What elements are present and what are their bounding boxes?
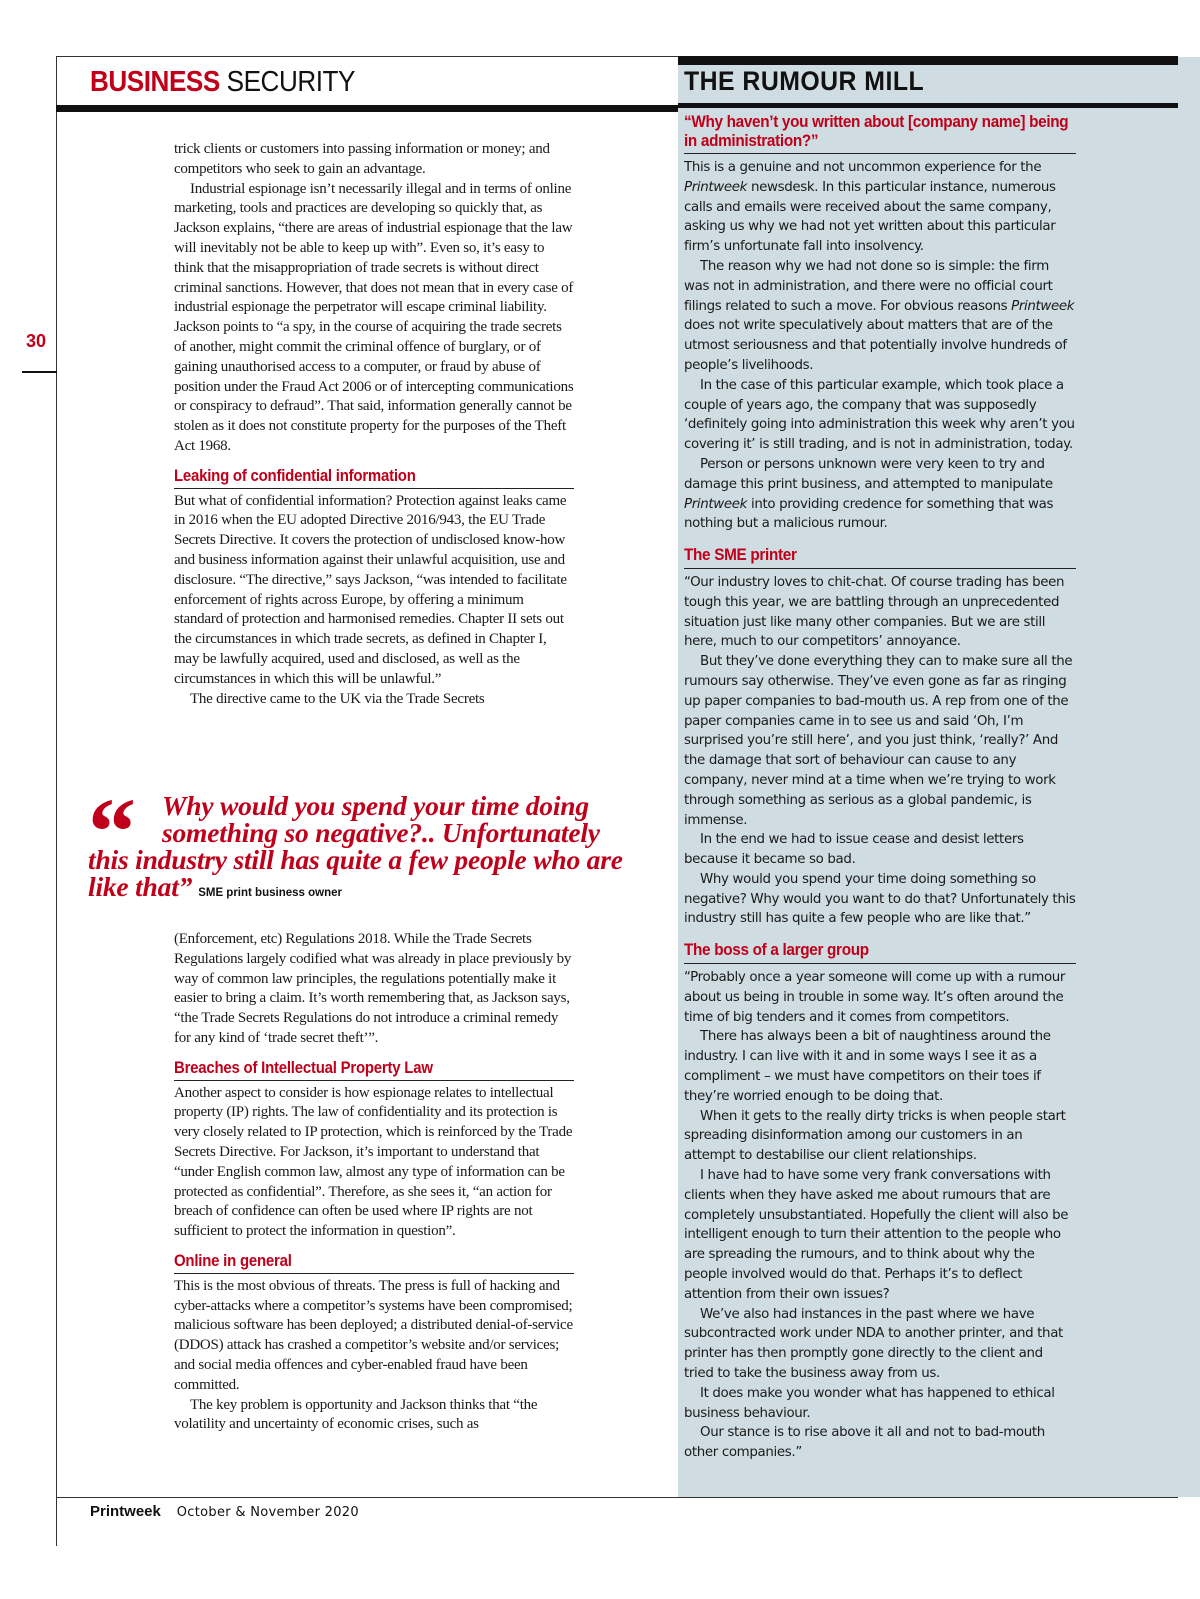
- footer-issue-date: October & November 2020: [176, 1505, 359, 1520]
- text-run: into providing credence for something that was nothing but a malicious rumour.: [684, 496, 1054, 532]
- page-number: 30: [26, 331, 47, 351]
- footer: [90, 1503, 359, 1520]
- publication-name: Printweek: [684, 179, 748, 195]
- body-paragraph: The directive came to the UK via the Trade Secrets: [190, 690, 485, 707]
- text-run: Person or persons unknown were very keen to try and damage this print business, and attempted to manipulate: [684, 456, 1053, 492]
- sidebar-paragraph: We’ve also had instances in the past where we have subcontracted work under NDA to another printer, and that printer has then promptly gone directly to the client and tried to take the business away from us.: [684, 1306, 1063, 1382]
- sidebar-quote-heading: “Why haven’t you written about [company name] being in administration?”: [684, 112, 1069, 150]
- left-column-top: [174, 140, 574, 709]
- body-paragraph: trick clients or customers into passing information or money; and competitors who seek to gain an advantage.: [174, 141, 550, 177]
- subheading-rule: [174, 1273, 574, 1274]
- body-paragraph: But what of confidential information? Protection against leaks came in 2016 when the EU adopted Directive 2016/943, the EU Trade Secrets Directive. It covers the protection of undisclosed know-how and business information against their unlawful acquisition, use and disclosure. “The directive,” says Jackson, “was intended to facilitate enforcement of rights across Europe, by offering a minimum standard of protection and harmonised remedies. Chapter II sets out the circumstances in which trade secrets, as defined in Chapter I, may be lawfully acquired, used and disclosed, as well as the circumstances in which this will be unlawful.”: [174, 492, 567, 687]
- sidebar-paragraph: [684, 158, 1076, 257]
- pull-quote-line-2: this industry still has quite a few people who are like that”: [88, 844, 623, 902]
- pull-quote-text: [88, 792, 648, 907]
- sidebar-paragraph: “Probably once a year someone will come up with a rumour about us being in trouble in some way. It’s often around the time of big tenders and it comes from competitors.: [684, 970, 1066, 1025]
- text-run: newsdesk. In this particular instance, numerous calls and emails were received about the same company, asking us why we had not yet written about this particular firm’s unfortunate fall into insolvency.: [684, 179, 1056, 255]
- sidebar-paragraph: When it gets to the really dirty tricks is when people start spreading disinformation among our customers in an attempt to destabilise our client relationships.: [684, 1108, 1066, 1164]
- footer-brand: Printweek: [90, 1503, 161, 1520]
- pull-quote: [88, 778, 648, 907]
- sidebar-paragraph: I have had to have some very frank conversations with clients when they have asked me about rumours that are completely unsubstantiated. Hopefully the client will also be intelligent enough to turn their attention to the people who are spreading the rumours, and to think about why the people involved would do that. Perhaps it’s to deflect attention from their own issues?: [684, 1168, 1069, 1302]
- sidebar-paragraph: [684, 257, 1076, 376]
- section-name: SECURITY: [226, 66, 356, 98]
- sidebar-top-bar: [678, 56, 1178, 65]
- text-run: does not write speculatively about matters that are of the utmost seriousness and that potentially involve hundreds of people’s livelihoods.: [684, 318, 1067, 373]
- sidebar-paragraph: There has always been a bit of naughtiness around the industry. I can live with it and in some ways I see it as a compliment – we must have competitors on their toes if they’re worried enough to be doing that.: [684, 1029, 1051, 1104]
- publication-name: Printweek: [1011, 298, 1075, 314]
- sidebar-rule: [684, 568, 1076, 569]
- subheading-online: Online in general: [174, 1250, 292, 1270]
- sidebar-paragraph: But they’ve done everything they can to make sure all the rumours say otherwise. They’ve even gone as far as ringing up paper companies to bad-mouth us. A rep from one of the paper companies came in to see us and said ‘Oh, I’m surprised you’re still here’, and you just think, ‘really?’ And the damage that sort of behaviour can cause to any company, never mind at a time when we’re trying to work through something as serious as a global pandemic, is immense.: [684, 654, 1073, 828]
- body-paragraph: (Enforcement, etc) Regulations 2018. While the Trade Secrets Regulations largely codified what was already in place previously by way of common law principles, the regulations potentially make it easier to bring a claim. It’s worth remembering that, as Jackson says, “the Trade Secrets Regulations do not introduce a criminal remedy for any kind of ‘trade secret theft’”.: [174, 931, 572, 1046]
- body-paragraph: Another aspect to consider is how espionage relates to intellectual property (IP) rights. The law of confidentiality and its protection is very closely related to IP protection, which is reinforced by the Trade Secrets Directive. For Jackson, it’s important to understand that “under English common law, almost any type of information can be protected as confidential”. Therefore, as she sees it, “an action for breach of confidence can often be used where IP rights are not sufficient to protect the information in question”.: [174, 1084, 573, 1240]
- body-paragraph: This is the most obvious of threats. The press is full of hacking and cyber-attacks where a competitor’s systems have been compromised; malicious software has been deployed; a distributed denial-of-service (DDOS) attack has crashed a competitor’s website and/or services; and social media offences and cyber-enabled fraud have been committed.: [174, 1277, 573, 1393]
- body-paragraph: Industrial espionage isn’t necessarily illegal and in terms of online marketing, tools and practices are developing so quickly that, as Jackson explains, “there are areas of industrial espionage that the law will inevitably not be able to keep up with”. Even so, it’s easy to think that the misappropriation of trade secrets is without direct criminal sanctions. However, that does not mean that in every case of industrial espionage the perpetrator will escape criminal liability. Jackson points to “a spy, in the course of acquiring the trade secrets of another, might commit the criminal offence of burglary, or of gaining unauthorised access to a computer, or fraud by abuse of position under the Fraud Act 2006 or of intercepting communications or conspiracy to defraud”. That said, information generally cannot be stolen as it does not constitute property for the purposes of the Theft Act 1968.: [174, 180, 574, 454]
- sidebar-title: THE RUMOUR MILL: [684, 66, 925, 96]
- page-frame-bottom: [56, 1497, 1178, 1498]
- sidebar-paragraph: Our stance is to rise above it all and not to bad-mouth other companies.”: [684, 1425, 1045, 1461]
- text-run: This is a genuine and not uncommon experience for the: [684, 160, 1042, 175]
- sidebar-rule: [684, 153, 1076, 154]
- sidebar-heading-sme: The SME printer: [684, 545, 797, 565]
- subheading-breaches: Breaches of Intellectual Property Law: [174, 1057, 433, 1077]
- quote-mark-icon: “: [88, 778, 136, 885]
- section-title: [90, 66, 355, 99]
- sidebar-paragraph: “Our industry loves to chit-chat. Of course trading has been tough this year, we are battling through an unprecedented situation just like many other companies. But we are still here, much to our competitors’ annoyance.: [684, 574, 1065, 650]
- subheading-leaking: Leaking of confidential information: [174, 465, 416, 485]
- sidebar-paragraph: In the end we had to issue cease and desist letters because it became so bad.: [684, 832, 1024, 868]
- page-frame-left: [56, 56, 57, 1546]
- text-run: The reason why we had not done so is simple: the firm was not in administration, and there were no official court filings related to such a move. For obvious reasons: [684, 258, 1053, 314]
- sidebar-paragraph: In the case of this particular example, which took place a couple of years ago, the company that was supposedly ‘definitely going into administration this week why aren’t you covering it’ is still trading, and is not in administration, today.: [684, 377, 1075, 453]
- left-column-bottom: [174, 930, 574, 1435]
- subheading-rule: [174, 488, 574, 489]
- sidebar-column: [684, 112, 1076, 1463]
- header-rule: [56, 105, 678, 112]
- pull-quote-line-1: Why would you spend your time doing something so negative?.. Unfortunately: [162, 790, 600, 848]
- sidebar-title-rule: [678, 103, 1178, 108]
- pull-quote-attribution: SME print business owner: [198, 887, 342, 899]
- subheading-rule: [174, 1080, 574, 1081]
- sidebar-paragraph: It does make you wonder what has happened to ethical business behaviour.: [684, 1385, 1055, 1421]
- sidebar-paragraph: Why would you spend your time doing something so negative? Why would you want to do that? Unfortunately this industry still has quite a few people who are like that.”: [684, 871, 1076, 927]
- publication-name: Printweek: [684, 496, 748, 512]
- sidebar-paragraph: [684, 455, 1076, 534]
- section-keyword: BUSINESS: [90, 66, 220, 98]
- page-number-rule: [22, 371, 57, 373]
- body-paragraph: The key problem is opportunity and Jackson thinks that “the volatility and uncertainty of economic crises, such as: [174, 1396, 538, 1433]
- sidebar-heading-boss: The boss of a larger group: [684, 940, 869, 960]
- sidebar-rule: [684, 963, 1076, 964]
